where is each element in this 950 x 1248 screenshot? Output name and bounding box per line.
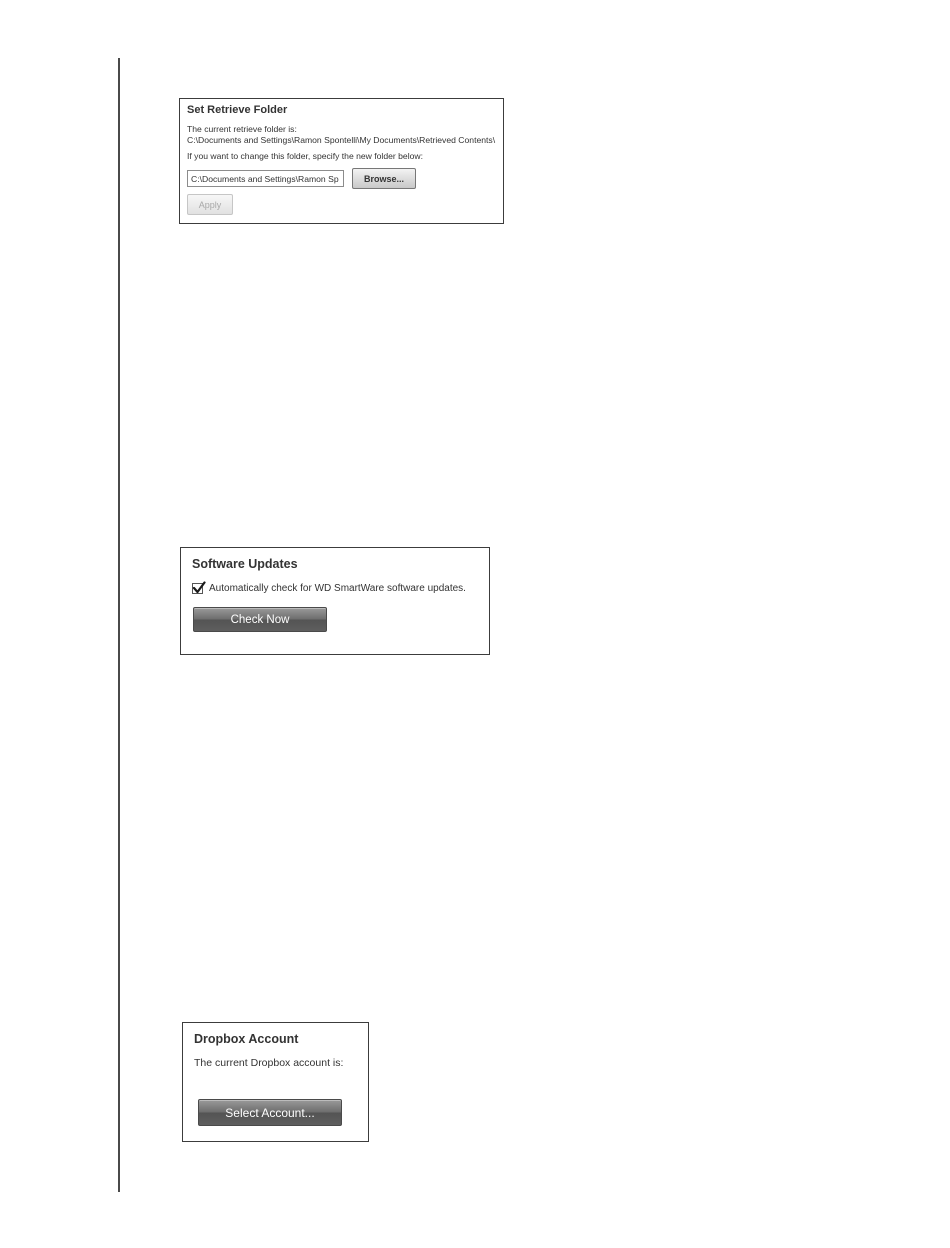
dropbox-account-panel xyxy=(182,1022,369,1142)
software-updates-panel xyxy=(180,547,490,655)
retrieve-folder-input-row xyxy=(187,168,497,189)
browse-button[interactable]: Browse... xyxy=(352,168,416,189)
retrieve-folder-current-path: C:\Documents and Settings\Ramon Spontelli\My Documents\Retrieved Contents\ xyxy=(187,135,496,145)
software-updates-title: Software Updates xyxy=(192,557,298,571)
dropbox-account-title: Dropbox Account xyxy=(194,1032,299,1046)
check-now-button[interactable]: Check Now xyxy=(193,607,327,632)
auto-check-row xyxy=(192,583,479,594)
page-margin-rule xyxy=(118,58,120,1192)
dropbox-current-label: The current Dropbox account is: xyxy=(194,1057,344,1069)
retrieve-folder-instruction: If you want to change this folder, specify the new folder below: xyxy=(187,151,423,161)
checkmark-icon xyxy=(192,581,206,595)
retrieve-folder-title: Set Retrieve Folder xyxy=(187,104,288,116)
auto-check-label: Automatically check for WD SmartWare software updates. xyxy=(209,583,466,594)
auto-check-checkbox[interactable] xyxy=(192,583,203,594)
retrieve-folder-path-input[interactable] xyxy=(187,170,344,187)
select-account-button[interactable]: Select Account... xyxy=(198,1099,342,1126)
retrieve-folder-current-label: The current retrieve folder is: xyxy=(187,124,297,134)
retrieve-folder-panel xyxy=(179,98,504,224)
apply-button[interactable]: Apply xyxy=(187,194,233,215)
